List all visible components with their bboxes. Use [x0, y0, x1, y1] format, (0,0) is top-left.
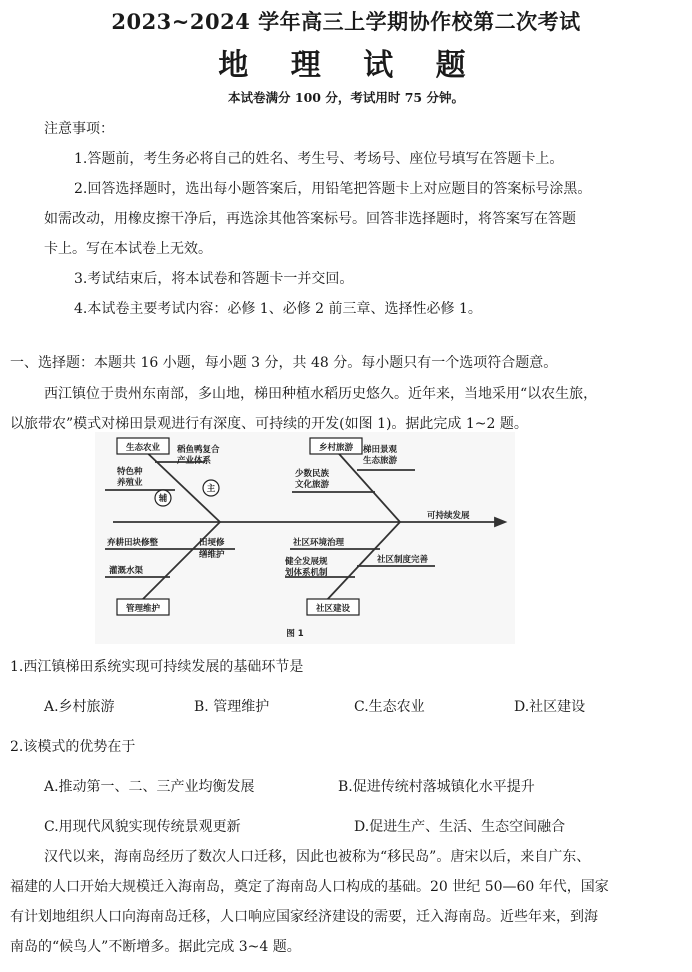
exam-title: 2023~2024 学年高三上学期协作校第二次考试	[111, 9, 581, 34]
label-box-community: 社区建设	[315, 604, 351, 614]
label-env: 社区环境治理	[293, 538, 345, 548]
notes-heading: 注意事项：	[44, 121, 114, 137]
intro-1-line1: 西江镇位于贵州东南部，多山地，梯田种植水稻历史悠久。近年来，当地采用“以农生旅，	[44, 386, 598, 402]
label-special-2: 养殖业	[117, 478, 143, 488]
q1-option-a[interactable]: A.乡村旅游	[44, 699, 115, 715]
label-main: 主	[206, 484, 216, 494]
label-system: 社区制度完善	[377, 555, 429, 565]
label-ridge-2: 缮维护	[199, 550, 225, 560]
label-box-manage: 管理维护	[125, 604, 161, 614]
label-eco-tour: 生态旅游	[363, 456, 398, 466]
figure-caption: 图 1	[286, 629, 304, 639]
label-box-tour: 乡村旅游	[318, 443, 354, 453]
intro-2-line4: 南岛的“候鸟人”不断增多。据此完成 3~4 题。	[10, 939, 301, 955]
label-ridge-1: 田埂修	[199, 538, 225, 548]
subject-title: 地 理 试 题	[218, 48, 482, 83]
note-2-cont: 如需改动，用橡皮擦干净后，再选涂其他答案标号。回答非选择题时，将答案写在答题	[44, 211, 576, 227]
q1-option-b[interactable]: B. 管理维护	[194, 699, 270, 715]
section-heading: 一、选择题：本题共 16 小题，每小题 3 分，共 48 分。每小题只有一个选项符合题意。	[10, 355, 558, 371]
label-terrace-view: 梯田景观	[363, 445, 398, 455]
label-field-repair: 弃耕田块修整	[107, 538, 159, 548]
label-mech-2: 划体系机制	[285, 568, 328, 578]
label-minority-2: 文化旅游	[295, 480, 330, 490]
q2-option-a[interactable]: A.推动第一、二、三产业均衡发展	[44, 779, 255, 795]
note-1: 1.答题前，考生务必将自己的姓名、考生号、考场号、座位号填写在答题卡上。	[74, 151, 564, 167]
q2-option-d[interactable]: D.促进生产、生活、生态空间融合	[354, 819, 566, 835]
label-rice: 稻鱼鸭复合	[177, 445, 220, 455]
q1-stem: 1.西江镇梯田系统实现可持续发展的基础环节是	[10, 659, 304, 675]
label-spine: 可持续发展	[427, 511, 470, 521]
intro-1-line2: 以旅带农”模式对梯田景观进行有深度、可持续的开发(如图 1)。据此完成 1~2 题。	[10, 416, 528, 432]
intro-2-line2: 福建的人口开始大规模迁入海南岛，奠定了海南岛人口构成的基础。20 世纪 50—60 年代，国家	[10, 879, 609, 895]
q1-option-c[interactable]: C.生态农业	[354, 699, 425, 715]
exam-subtitle: 本试卷满分 100 分，考试用时 75 分钟。	[228, 90, 464, 105]
label-mech-1: 健全发展规	[285, 557, 328, 567]
note-2-end: 卡上。写在本试卷上无效。	[44, 241, 212, 257]
q2-option-b[interactable]: B.促进传统村落城镇化水平提升	[338, 779, 535, 795]
q2-option-c[interactable]: C.用现代风貌实现传统景观更新	[44, 819, 241, 835]
label-minority-1: 少数民族	[295, 469, 330, 479]
q2-stem: 2.该模式的优势在于	[10, 739, 136, 755]
intro-2-line1: 汉代以来，海南岛经历了数次人口迁移，因此也被称为“移民岛”。唐宋以后，来自广东、	[44, 849, 591, 865]
fishbone-diagram	[95, 432, 515, 644]
label-box-eco: 生态农业	[125, 443, 161, 453]
note-3: 3.考试结束后，将本试卷和答题卡一并交回。	[74, 271, 354, 287]
note-2: 2.回答选择题时，选出每小题答案后，用铅笔把答题卡上对应题目的答案标号涂黑。	[74, 181, 592, 197]
label-water: 灌溉水渠	[109, 566, 144, 576]
q1-option-d[interactable]: D.社区建设	[514, 699, 586, 715]
intro-2-line3: 有计划地组织人口向海南岛迁移，人口响应国家经济建设的需要，迁入海南岛。近些年来，到海	[10, 909, 598, 925]
note-4: 4.本试卷主要考试内容：必修 1、必修 2 前三章、选择性必修 1。	[74, 301, 482, 317]
label-industry: 产业体系	[177, 456, 212, 466]
label-special-1: 特色种	[117, 467, 143, 477]
label-aux: 辅	[158, 494, 168, 504]
